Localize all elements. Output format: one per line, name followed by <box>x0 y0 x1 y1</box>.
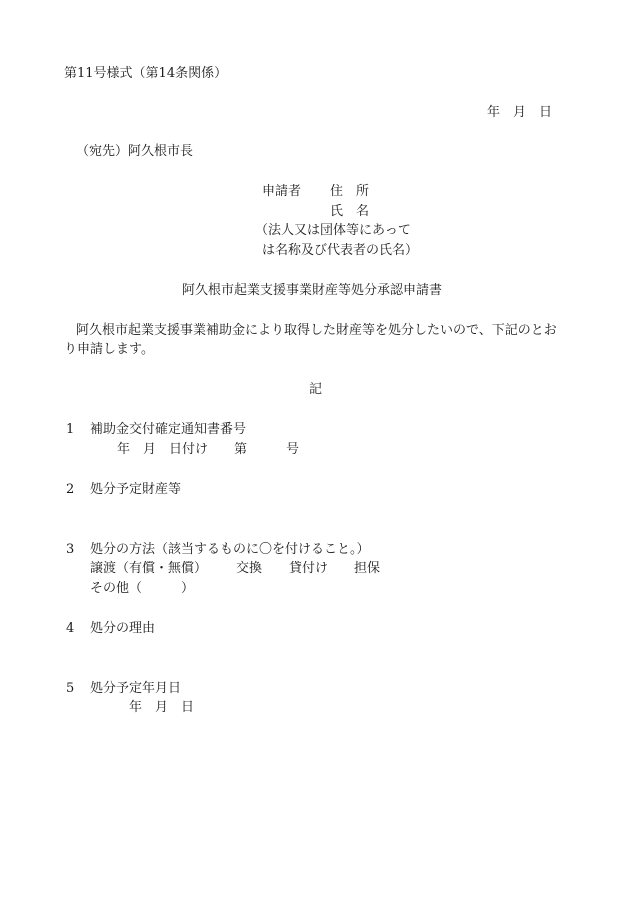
body-line1: 阿久根市起業支援事業補助金により取得した財産等を処分したいので、下記のとお <box>76 323 557 338</box>
address-label: 住 所 <box>330 184 370 199</box>
item3-option-collateral: 担保 <box>354 561 381 576</box>
document-title: 阿久根市起業支援事業財産等処分承認申請書 <box>182 283 443 298</box>
addressee: （宛先）阿久根市長 <box>76 144 194 159</box>
item3-label: 処分の方法（該当するものに〇を付けること。） <box>90 542 370 557</box>
form-number: 第11号様式（第14条関係） <box>64 66 228 81</box>
item4-number: 4 <box>66 621 75 636</box>
name-label: 氏 名 <box>330 204 370 219</box>
item1-label: 補助金交付確定通知書番号 <box>90 422 247 437</box>
ki-heading: 記 <box>309 382 323 397</box>
applicant-note-line1: （法人又は団体等にあって <box>255 223 411 238</box>
body-line2: り申請します。 <box>64 342 154 357</box>
item1-number: 1 <box>66 422 75 437</box>
item3-option-transfer: 譲渡（有償・無償） <box>90 561 208 576</box>
item3-option-other: その他（ ） <box>90 581 195 596</box>
item3-option-lease: 貸付け <box>289 561 329 576</box>
item5-sub: 年 月 日 <box>129 700 195 715</box>
item5-label: 処分予定年月日 <box>90 681 182 696</box>
item3-option-exchange: 交換 <box>236 561 263 576</box>
item1-sub: 年 月 日付け 第 号 <box>117 442 300 457</box>
item5-number: 5 <box>66 681 75 696</box>
item2-label: 処分予定財産等 <box>90 482 182 497</box>
applicant-note-line2: は名称及び代表者の氏名） <box>262 243 419 258</box>
item3-number: 3 <box>66 542 75 557</box>
date-line: 年 月 日 <box>487 105 553 120</box>
applicant-label: 申請者 <box>262 184 302 199</box>
item4-label: 処分の理由 <box>90 621 156 636</box>
item2-number: 2 <box>66 482 75 497</box>
